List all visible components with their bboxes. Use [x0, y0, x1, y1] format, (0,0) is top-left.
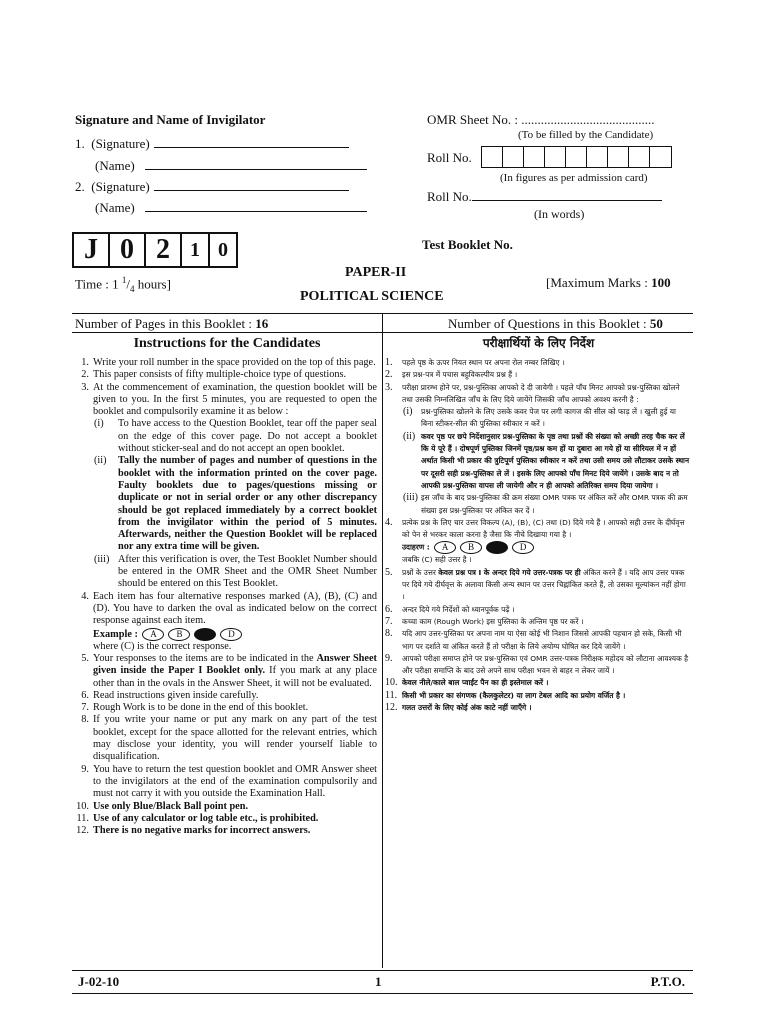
code-digit-4: 0: [218, 238, 228, 261]
column-divider: [382, 313, 383, 968]
en-where: where (C) is the correct response.: [93, 640, 232, 652]
oval-a: A: [142, 628, 164, 641]
page-footer: [72, 970, 693, 994]
hi-item-3i: (i) प्रश्न-पुस्तिका खोलने के लिए उसके कवर पेज पर लगी कागज की सील को फाड़ लें । खुली हुई या बिना स्टीकर-सील की पुस्तिका स्वीकार न करें ।: [403, 406, 676, 429]
hi-item-7: 7. कच्चा काम (Rough Work) इस पुस्तिका के अन्तिम पृष्ठ पर करें ।: [385, 615, 584, 627]
hi-item-10: 10. केवल नीले/काले बाल प्वाईंट पैन का ही इस्तेमाल करें ।: [385, 677, 549, 689]
instructions-hindi: [385, 357, 690, 714]
en-item-10: 10. Use only Blue/Black Ball point pen.: [76, 800, 249, 812]
hi-oval-a: A: [434, 541, 456, 554]
figures-note: (In figures as per admission card): [500, 172, 648, 184]
en-item-3iii: (iii) After this verification is over, the Test Booklet Number should be entered in the OMR Sheet and the OMR Sheet Number should be entered on this Test Booklet.: [94, 553, 377, 590]
fill-note: (To be filled by the Candidate): [518, 129, 654, 141]
oval-d: D: [220, 628, 242, 641]
hi-item-1: 1. पहले पृष्ठ के ऊपर नियत स्थान पर अपना रोल नम्बर लिखिए ।: [385, 357, 565, 368]
en-item-4: 4. Each item has four alternative responses marked (A), (B), (C) and (D). You have to darken the oval as indicated below on the correct response against each item.: [81, 590, 377, 627]
hi-item-11: 11. किसी भी प्रकार का संगणक (कैलकुलेटर) या लाग टेबल आदि का प्रयोग वर्जित है ।: [385, 689, 626, 701]
en-item-9: 9. You have to return the test question booklet and OMR Answer sheet to the invigilators at the end of the examination compulsorily and must not carry it with you outside the Examination Hall.: [81, 763, 377, 800]
hi-item-2: 2. इस प्रश्न-पत्र में पचास बहुविकल्पीय प्रश्न हैं ।: [385, 369, 518, 381]
instructions-english-title: Instructions for the Candidates: [133, 336, 321, 351]
hi-item-5: 5. प्रश्नों के उत्तर केवल प्रश्न पत्र I के अन्दर दिये गये उत्तर-पत्रक पर ही अंकित करने हैं । यदि आप उत्तर पत्रक पर दिये गये दीर्घवृत्त के अलावा किसी अन्य स्थान पर उत्तर चिह्नांकित करते हैं, तो उसका मूल्यांकन नहीं होगा ।: [385, 566, 686, 602]
hi-oval-d: D: [512, 541, 534, 554]
instructions-hindi-title: परीक्षार्थियों के लिए निर्देश: [482, 336, 595, 350]
hi-example: उदाहरण : A B D: [385, 541, 690, 554]
hi-item-4: 4. प्रत्येक प्रश्न के लिए चार उत्तर विकल्प (A), (B), (C) तथा (D) दिये गये हैं । आपको सही उत्तर के दीर्घवृत्त को पेन से भरकर काला करना है जैसा कि नीचे दिखाया गया है ।: [385, 516, 685, 540]
en-item-3ii: (ii) Tally the number of pages and number of questions in the booklet with the information printed on the cover page. Faulty booklets due to pages/questions missing or duplicate or not in serial order or any other discrepancy should be got replaced immediately by a correct booklet from the invigilator within the period of 5 minutes. Afterwards, neither the Question Booklet will be replaced nor any extra time will be given.: [94, 455, 377, 553]
name-row-1: (Name): [95, 158, 367, 174]
omr-sheet-number: OMR Sheet No. : .........................................: [427, 112, 655, 127]
subject-title: POLITICAL SCIENCE: [300, 289, 444, 304]
oval-b: B: [168, 628, 190, 641]
in-words-note: (In words): [534, 207, 585, 221]
hi-where: जबकि (C) सही उत्तर है ।: [402, 555, 472, 565]
roll-number-words: Roll No.: [427, 189, 662, 205]
number-of-questions: Number of Questions in this Booklet : 50: [448, 316, 663, 331]
en-item-7: 7. Rough Work is to be done in the end of this booklet.: [81, 702, 309, 714]
hi-item-3: 3. परीक्षा प्रारम्भ होने पर, प्रश्न-पुस्तिका आपको दे दी जायेगी । पहले पाँच मिनट आपको प्रश्न-पुस्तिका खोलने तथा उसकी निम्नलिखित जाँच के लिए दिये जायेंगे जिसकी जाँच आपको अवश्य करनी है :: [385, 381, 680, 404]
time-allowed: Time : 1 $^1/_4$ hours]: [75, 275, 171, 294]
en-item-6: 6. Read instructions given inside carefully.: [81, 689, 259, 701]
en-item-3i: (i) To have access to the Question Booklet, tear off the paper seal on the edge of this cover page. Do not accept a booklet without sticker-seal and do not accept an open booklet.: [94, 418, 377, 455]
code-letter: J: [74, 234, 110, 266]
footer-page-number: 1: [375, 974, 382, 989]
hi-item-12: 12. गलत उत्तरों के लिए कोई अंक काटे नहीं जाएँगे ।: [385, 702, 532, 714]
hi-item-3ii: (ii) कवर पृष्ठ पर छपे निर्देशानुसार प्रश्न-पुस्तिका के पृष्ठ तथा प्रश्नों की संख्या को अच्छी तरह चैक कर लें कि ये पूरे हैं । दोषपूर्ण पुस्तिका जिनमें पृष्ठ/प्रश्न कम हों या दुबारा आ गये हों या सीरियल में न हों अर्थात किसी भी प्रकार की त्रुटिपूर्ण पुस्तिका स्वीकार न करें तथा उसी समय उसे लौटाकर उसके स्थान पर दूसरी सही प्रश्न-पुस्तिका ले लें । इसके लिए आपको पाँच मिनट दिये जायेंगे । उसके बाद न तो आपकी प्रश्न-पुस्तिका वापस ली जायेगी और न ही आपको अतिरिक्त समय दिया जायेगा ।: [403, 430, 690, 490]
hi-item-8: 8. यदि आप उत्तर-पुस्तिका पर अपना नाम या ऐसा कोई भी निशान जिससे आपकी पहचान हो सके, किसी भी भाग पर दर्शाते या अंकित करते हैं तो परीक्षा के लिये अयोग्य घोषित कर दिये जायेंगे ।: [385, 628, 682, 651]
hi-oval-b: B: [460, 541, 482, 554]
paper-code-box: [72, 232, 238, 268]
roll-number-label: Roll No.: [427, 150, 472, 165]
en-item-11: 11. Use of any calculator or log table etc., is prohibited.: [76, 812, 319, 824]
test-booklet-number: Test Booklet No.: [422, 237, 513, 252]
en-example: Example : A B D: [72, 628, 377, 641]
paper-title: PAPER-II: [345, 265, 407, 280]
en-item-12: 12. There is no negative marks for incorrect answers.: [76, 825, 311, 837]
maximum-marks: [Maximum Marks : 100: [546, 275, 671, 290]
en-item-1: 1. Write your roll number in the space provided on the top of this page.: [81, 357, 376, 368]
en-item-8: 8. If you write your name or put any mark on any part of the test booklet, except for the space allotted for the relevant entries, which may disclose your identity, you will render yourself liable to disqualification.: [81, 714, 377, 763]
code-digit-2: 2: [146, 234, 182, 266]
name-row-2: (Name): [95, 200, 367, 216]
code-digit-1: 0: [110, 234, 146, 266]
footer-pto: P.T.O.: [650, 974, 685, 989]
hi-item-9: 9. आपको परीक्षा समाप्त होने पर प्रश्न-पुस्तिका एवं OMR उत्तर-पत्रक निरीक्षक महोदय को लौटाना आवश्यक है और परीक्षा समाप्ति के बाद उसे अपने साथ परीक्षा भवन से बाहर न लेकर जायें ।: [385, 652, 689, 676]
invigilator-title: Signature and Name of Invigilator: [75, 112, 266, 127]
instructions-english: [72, 357, 377, 837]
roll-number-boxes: [481, 146, 672, 168]
en-item-3: 3. At the commencement of examination, the question booklet will be given to you. In the first 5 minutes, you are requested to open the booklet and compulsorily examine it as below :: [81, 381, 377, 418]
code-digit-3: 1: [182, 234, 210, 266]
number-of-pages: Number of Pages in this Booklet : 16: [75, 316, 269, 331]
en-item-5: 5. Your responses to the items are to be indicated in the Answer Sheet given inside the Paper I Booklet only. If you mark at any place other than in the ovals in the Answer Sheet, it will not be evaluated.: [81, 652, 377, 689]
oval-c-filled: [194, 628, 216, 641]
signature-row-1: 1. (Signature): [75, 136, 349, 152]
hi-item-6: 6. अन्दर दिये गये निर्देशों को ध्यानपूर्वक पढ़ें ।: [385, 603, 515, 615]
signature-row-2: 2. (Signature): [75, 179, 349, 195]
hi-oval-c-filled: [486, 541, 508, 554]
hi-item-3iii: (iii) इस जाँच के बाद प्रश्न-पुस्तिका की क्रम संख्या OMR पत्रक पर अंकित करें और OMR पत्रक की क्रम संख्या इस प्रश्न-पुस्तिका पर अंकित कर दें ।: [403, 492, 688, 515]
en-item-2: 2. This paper consists of fifty multiple-choice type of questions.: [81, 369, 347, 381]
footer-code: J-02-10: [78, 974, 120, 989]
